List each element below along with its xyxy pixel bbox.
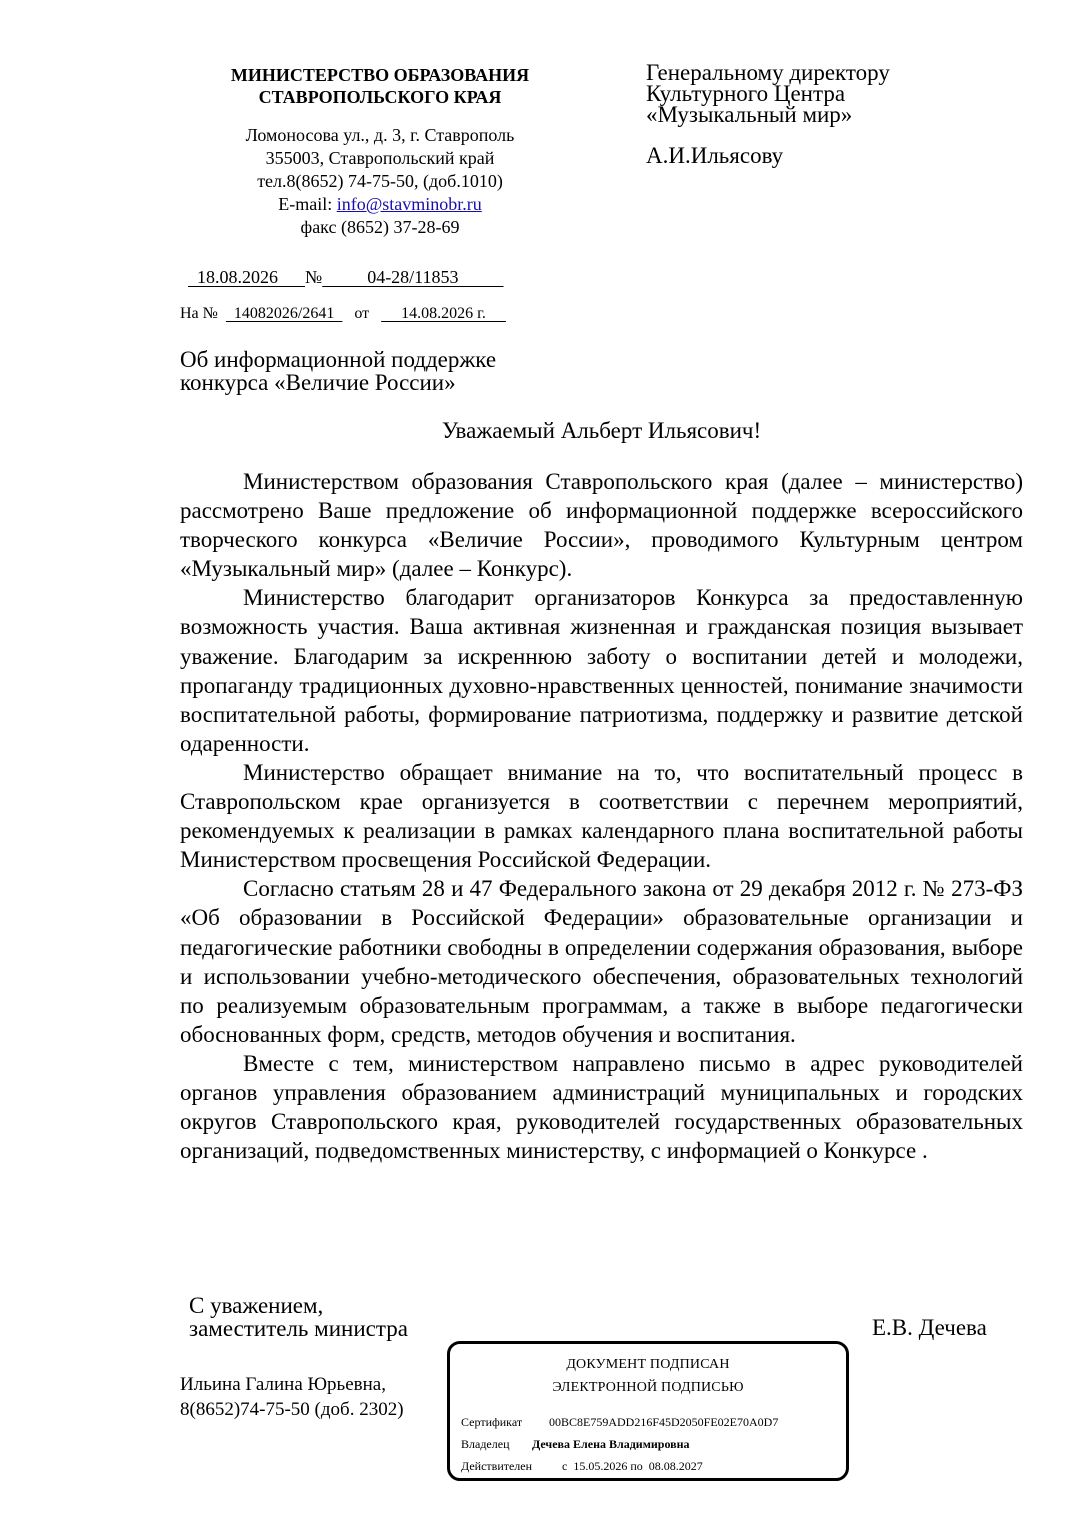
ministry-title	[180, 64, 580, 108]
ministry-address-line1: Ломоносова ул., д. 3, г. Ставрополь	[245, 125, 515, 145]
ministry-phone: тел.8(8652) 74-75-50, (доб.1010)	[257, 171, 503, 191]
stamp-validity-row	[461, 1459, 703, 1473]
reference-from-label: от	[354, 305, 370, 322]
ministry-email-row	[180, 193, 580, 216]
ministry-fax: факс (8652) 37-28-69	[300, 217, 460, 237]
greeting: Уважаемый Альберт Ильясович!	[441, 418, 762, 443]
recipient-name: А.И.Ильясову	[646, 143, 784, 168]
stamp-valid-from: 15.05.2026	[573, 1459, 628, 1473]
recipient-line1: Генеральному директору	[646, 60, 890, 85]
stamp-certificate-row	[461, 1415, 778, 1429]
stamp-valid-to-prefix: по	[630, 1459, 643, 1473]
body-paragraph-1: Министерством образования Ставропольского края (далее – министерство) рассмотрено Ваше предложение об информационной поддержке всероссийского творческого конкурса «Величие России», проводимого Культурным центром «Музыкальный мир» (далее – Конкурс).	[180, 469, 1023, 582]
recipient-line2: Культурного Центра	[646, 81, 846, 106]
electronic-signature-stamp	[447, 1341, 849, 1481]
reference-line	[180, 304, 506, 324]
closing-block	[189, 1294, 408, 1340]
closing-line2: заместитель министра	[189, 1316, 408, 1341]
registration-number-sign: №	[305, 267, 323, 287]
signer-name: Е.В. Дечева	[872, 1315, 987, 1340]
stamp-title-line2: ЭЛЕКТРОННОЙ ПОДПИСЬЮ	[552, 1380, 744, 1395]
stamp-validity-label: Действителен	[461, 1459, 533, 1473]
body-paragraph-3: Министерство обращает внимание на то, что воспитательный процесс в Ставропольском крае организуется в соответствии с перечнем мероприятий, рекомендуемых к реализации в рамках календарного плана воспитательной работы Министерством просвещения Российской Федерации.	[180, 759, 1023, 873]
ministry-title-line1: МИНИСТЕРСТВО ОБРАЗОВАНИЯ	[230, 65, 530, 85]
body-paragraph-4: Согласно статьям 28 и 47 Федерального закона от 29 декабря 2012 г. № 273-ФЗ «Об образовании в Российской Федерации» образовательные организации и педагогические работники свободны в определении содержания образования, выборе и использовании учебно-методического обеспечения, образовательных технологий по реализуемым образовательным программам, а также в выборе педагогически обоснованных форм, средств, методов обучения и воспитания.	[180, 876, 1023, 1047]
registration-line	[188, 266, 504, 288]
stamp-certificate-label: Сертификат	[461, 1415, 523, 1429]
ministry-title-line2: СТАВРОПОЛЬСКОГО КРАЯ	[258, 87, 502, 107]
ministry-contacts	[180, 124, 580, 239]
executor-name: Ильина Галина Юрьевна,	[180, 1374, 386, 1395]
letter-body	[180, 467, 1023, 1165]
body-paragraph-5: Вместе с тем, министерством направлено письмо в адрес руководителей органов управления образованием администраций муниципальных и городских округов Ставропольского края, руководителей государственных образовательных организаций, подведомственных министерству, с информацией о Конкурсе .	[180, 1050, 1023, 1164]
ministry-email-link[interactable]: info@stavminobr.ru	[336, 194, 482, 214]
executor-phone: 8(8652)74-75-50 (доб. 2302)	[180, 1399, 404, 1420]
stamp-valid-from-prefix: с	[562, 1459, 568, 1473]
stamp-certificate-value: 00BC8E759ADD216F45D2050FE02E70A0D7	[549, 1415, 779, 1429]
reference-label: На №	[180, 305, 218, 322]
ministry-header	[180, 64, 580, 239]
closing-line1: С уважением,	[189, 1293, 324, 1318]
recipient-line3: «Музыкальный мир»	[646, 102, 853, 127]
recipient-block	[646, 62, 890, 166]
stamp-valid-to: 08.08.2027	[648, 1459, 703, 1473]
subject-line1: Об информационной поддержке	[180, 347, 497, 372]
reference-number: 14082026/2641	[233, 305, 335, 322]
stamp-owner-row	[461, 1437, 690, 1451]
executor-block	[180, 1372, 404, 1422]
ministry-address-line2: 355003, Ставропольский край	[265, 148, 495, 168]
body-paragraph-2: Министерство благодарит организаторов Конкурса за предоставленную возможность участия. Ваша активная жизненная и гражданская позиция вызывает уважение. Благодарим за искреннюю заботу о воспитании детей и молодежи, пропаганду традиционных духовно-нравственных ценностей, понимание значимости воспитательной работы, формирование патриотизма, поддержку и развитие детской одаренности.	[180, 585, 1023, 756]
stamp-owner-label: Владелец	[461, 1437, 510, 1451]
registration-number: 04-28/11853	[367, 267, 459, 287]
letter-subject	[180, 348, 496, 394]
stamp-owner-value: Дечева Елена Владимировна	[532, 1437, 690, 1451]
ministry-email-label: E-mail:	[278, 194, 337, 214]
subject-line2: конкурса «Величие России»	[180, 370, 456, 395]
registration-date: 18.08.2026	[197, 267, 278, 287]
stamp-title	[450, 1353, 846, 1399]
stamp-title-line1: ДОКУМЕНТ ПОДПИСАН	[566, 1357, 730, 1372]
reference-date: 14.08.2026 г.	[401, 305, 486, 322]
